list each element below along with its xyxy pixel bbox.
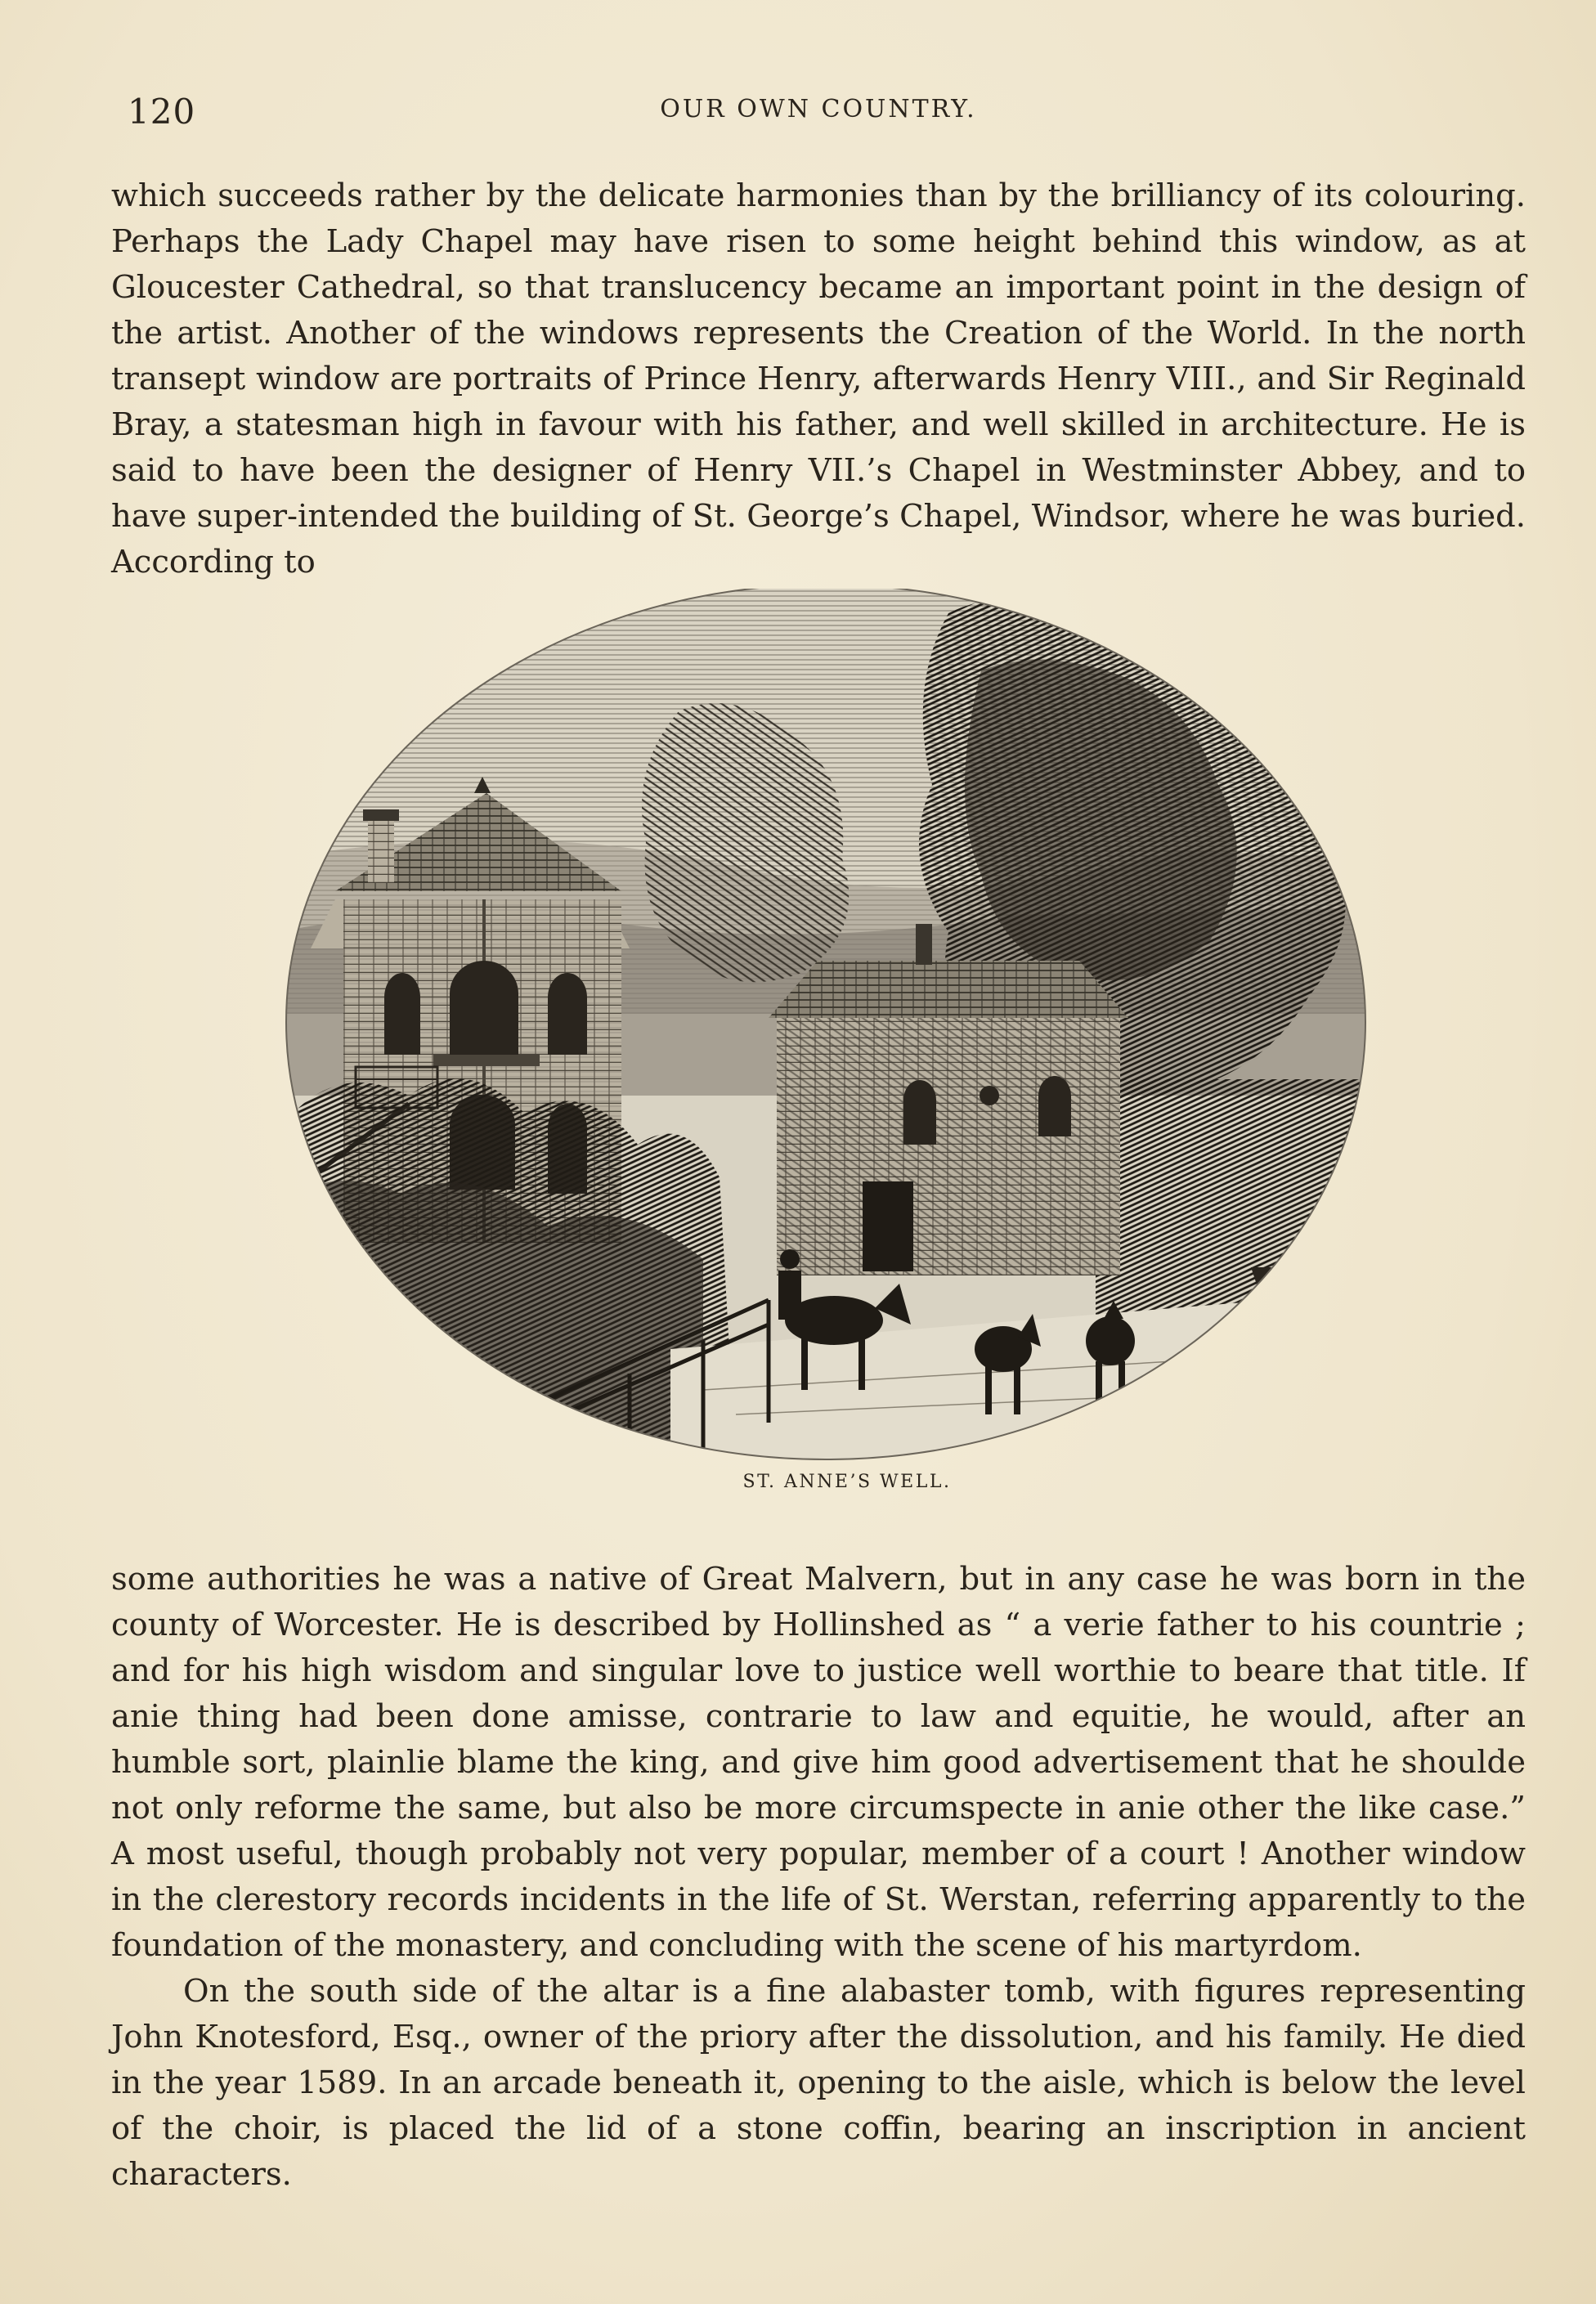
page-header <box>111 92 1526 141</box>
paragraph-2: On the south side of the altar is a fine alabaster tomb, with figures representing John Knotesford, Esq., owner of the priory after the dissolution, and his family. He died in the year 1589. In an arcade beneath it, opening to the aisle, which is below the level of the choir, is placed the lid of a stone coffin, bearing an inscription in ancient characters. <box>111 1973 1526 2193</box>
illustration-caption: ST. ANNE’S WELL. <box>742 1472 952 1492</box>
paragraph-continued: which succeeds rather by the delicate harmonies than by the brilliancy of its colouring. Perhaps the Lady Chapel may have risen to some height behind this window, as at Gloucester Cathedral, so that translucency became an important point in the design of the artist. Another of the windows represents the Creation of the World. In the north transept window are portraits of Prince Henry, afterwards Henry VIII., and Sir Reginald Bray, a statesman high in favour with his father, and well skilled in architecture. He is said to have been the designer of Henry VII.’s Chapel in Westminster Abbey, and to have super-intended the building of St. George’s Chapel, Windsor, where he was buried. According to <box>111 177 1526 580</box>
page-number: 120 <box>128 92 196 132</box>
running-title: OUR OWN COUNTRY. <box>660 95 977 123</box>
engraving-image <box>278 589 1374 1464</box>
top-text-block <box>111 173 1526 585</box>
bottom-text-block <box>111 1557 1526 2198</box>
engraving-st-annes-well <box>278 589 1374 1464</box>
paragraph-1: some authorities he was a native of Great Malvern, but in any case he was born in the county of Worcester. He is described by Hollinshed as “ a verie father to his countrie ; and for his high wisdom and singular love to justice well worthie to beare that title. If anie thing had been done amisse, contrarie to law and equitie, he would, after an humble sort, plainlie blame the king, and give him good advertisement that he shoulde not only reforme the same, but also be more circumspecte in anie other the like case.” A most useful, though probably not very popular, member of a court ! Another window in the clerestory records incidents in the life of St. Werstan, referring apparently to the foundation of the monastery, and concluding with the scene of his martyrdom. <box>111 1561 1526 1964</box>
